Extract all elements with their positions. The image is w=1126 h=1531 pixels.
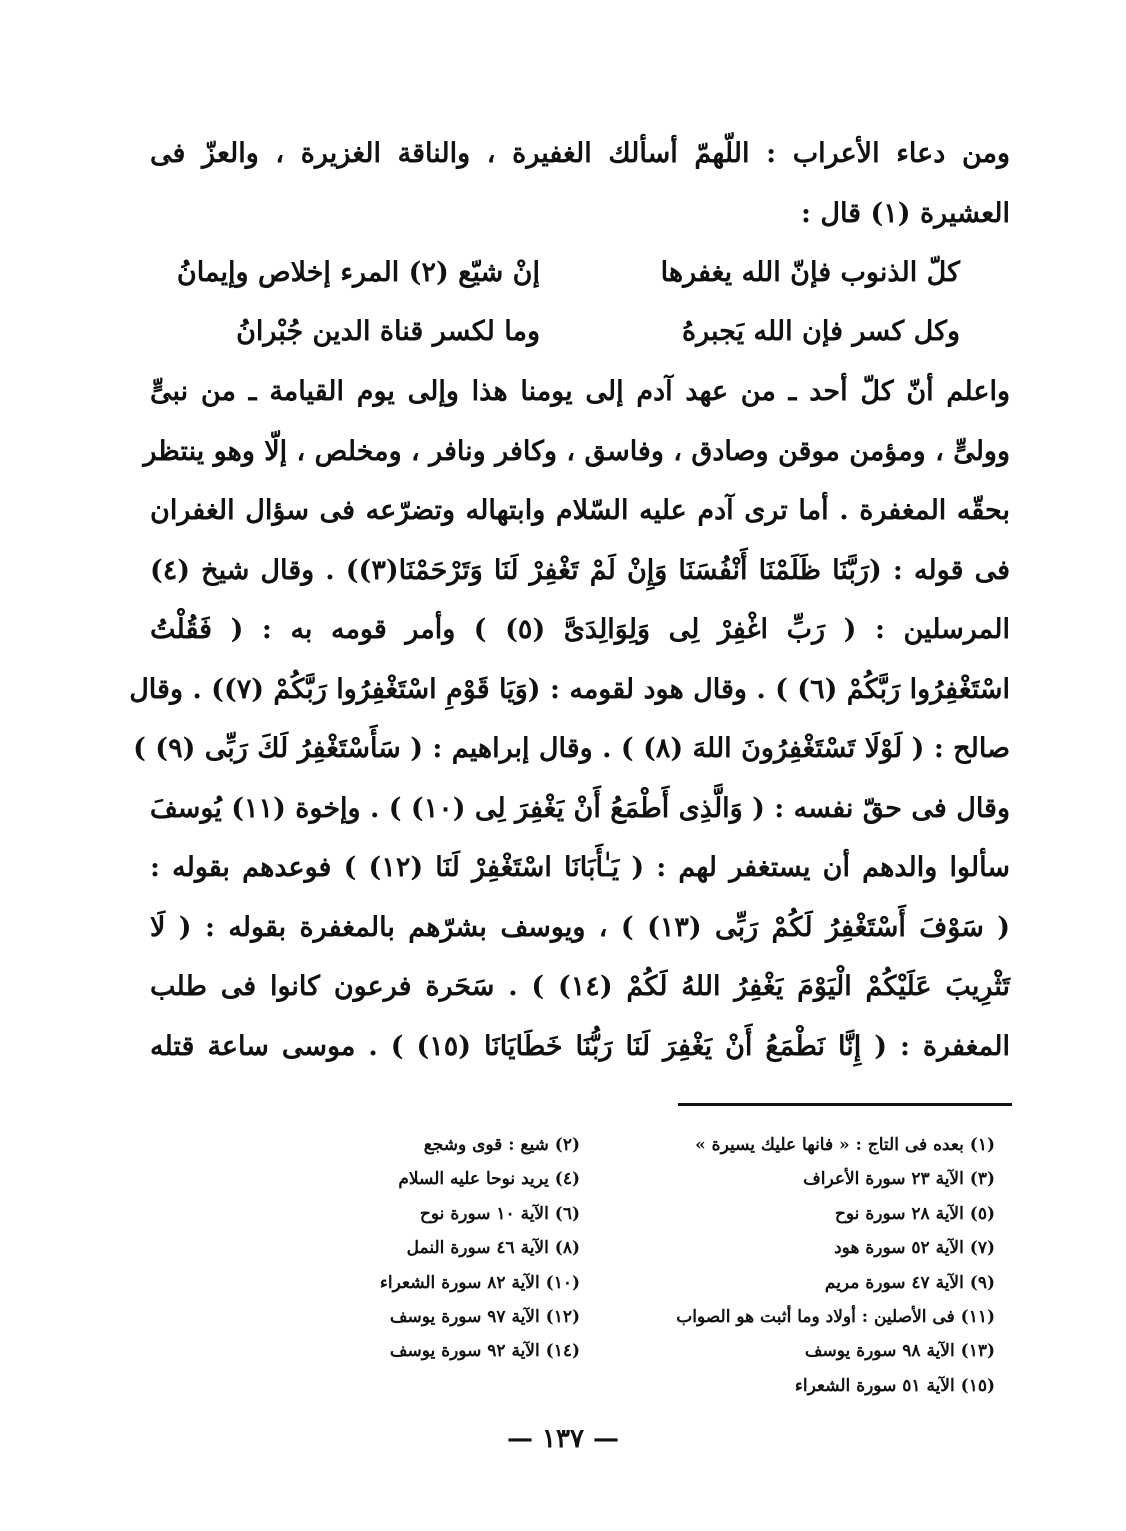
footnote: (١١) فى الأصلين : أولاد وما أثبت هو الصواب xyxy=(676,1306,995,1327)
footnote: (٨) الآية ٤٦ سورة النمل xyxy=(406,1238,580,1259)
text-line: العشيرة (١) قال : xyxy=(800,197,1010,229)
footnote: (١٢) الآية ٩٧ سورة يوسف xyxy=(389,1306,580,1327)
verse-hemistich: وما لكسر قناة الدين جُبْرانُ xyxy=(236,316,540,347)
text-line: وقال فى حقّ نفسه : ( وَالَّذِى أَطْمَعُ أَنْ يَغْفِرَ لِى (١٠) ) . وإخوة (١١) يُوسفَ xyxy=(149,792,1010,824)
verse-hemistich: إنْ شيّع (٢) المرء إخلاص وإيمانُ xyxy=(176,257,540,288)
text-line: ( سَوْفَ أَسْتَغْفِرُ لَكُمْ رَبِّى (١٣) ) ، ويوسف بشرّهم بالمغفرة بقوله : ( لَا xyxy=(150,911,1010,943)
footnote: (١) بعده فى التاج : « فانها عليك يسيرة » xyxy=(695,1135,995,1155)
text-line: سألوا والدهم أن يستغفر لهم : ( يَـٰأَبَانَا اسْتَغْفِرْ لَنَا (١٢) ) فوعدهم بقوله : xyxy=(150,852,1010,883)
page-number: — ١٣٧ — xyxy=(506,1424,620,1454)
footnote: (٩) الآية ٤٧ سورة مريم xyxy=(824,1272,995,1293)
text-line: المرسلين : ( رَبِّ اغْفِرْ لِى وَلِوَالِدَىَّ (٥) ) وأمر قومه به : ( فَقُلْتُ xyxy=(150,614,1010,645)
text-line: فى قوله : (رَبَّنَا ظَلَمْنَا أَنْفُسَنَا وَإِنْ لَمْ تَغْفِرْ لَنَا وَتَرْحَمْنَا(٣)) . وقال شيخ (٤) xyxy=(150,554,1011,586)
verse-hemistich: وكل كسر فإن الله يَجبرهُ xyxy=(681,316,960,347)
poem xyxy=(150,243,1010,362)
footnote: (٣) الآية ٢٣ سورة الأعراف xyxy=(803,1169,995,1190)
text-line: المغفرة : ( إِنَّا نَطْمَعُ أَنْ يَغْفِرَ لَنَا رَبُّنَا خَطَايَانَا (١٥) ) . موسى ساعة قتله xyxy=(150,1030,1010,1062)
text-line: اسْتَغْفِرُوا رَبَّكُمْ (٦) ) . وقال هود لقومه : (وَيَا قَوْمِ اسْتَغْفِرُوا رَبَّكُمْ (٧)) . وقال xyxy=(129,673,1010,705)
text-line: صالح : ( لَوْلَا تَسْتَغْفِرُونَ اللهَ (٨) ) . وقال إبراهيم : ( سَأَسْتَغْفِرُ لَكَ رَبِّى (٩) ) xyxy=(133,733,1010,764)
text-line: واعلم أنّ كلّ أحد ـ من عهد آدم إلى يومنا هذا وإلى يوم القيامة ـ من نبىٍّ xyxy=(150,376,1010,407)
footnote: (٥) الآية ٢٨ سورة نوح xyxy=(834,1203,995,1224)
footnote: (٧) الآية ٥٢ سورة هود xyxy=(834,1238,995,1259)
text-line: وولىٍّ ، ومؤمن موقن وصادق ، وفاسق ، وكافر ونافر ، ومخلص ، إلّا وهو ينتظر xyxy=(143,435,1010,467)
footnote: (٢) شيع : قوى وشجع xyxy=(423,1135,580,1155)
footnote: (٤) يريد نوحا عليه السلام xyxy=(398,1169,580,1190)
text-line: تَثْرِيبَ عَلَيْكُمْ الْيَوْمَ يَغْفِرُ اللهُ لَكُمْ (١٤) ) . سَحَرة فرعون كانوا فى طلب xyxy=(150,971,1010,1002)
footnote: (١٥) الآية ٥١ سورة الشعراء xyxy=(794,1375,995,1396)
main-text xyxy=(129,124,1011,1076)
footnote: (١٤) الآية ٩٢ سورة يوسف xyxy=(389,1341,580,1362)
footnote: (٦) الآية ١٠ سورة نوح xyxy=(419,1203,580,1224)
footnotes-column-left xyxy=(180,1128,580,1369)
footnote: (١٣) الآية ٩٨ سورة يوسف xyxy=(804,1341,995,1362)
text-line: بحقّه المغفرة . أما ترى آدم عليه السّلام وابتهاله وتضرّعه فى سؤال الغفران xyxy=(150,495,1010,526)
footnotes-column-right xyxy=(595,1128,995,1403)
footnote-divider xyxy=(678,1103,1012,1106)
text-line: ومن دعاء الأعراب : اللّهمّ أسألك الغفيرة ، والناقة الغزيرة ، والعزّ فى xyxy=(150,138,1010,169)
footnote: (١٠) الآية ٨٢ سورة الشعراء xyxy=(379,1272,580,1293)
verse-hemistich: كلّ الذنوب فإنّ الله يغفرها xyxy=(660,257,960,288)
